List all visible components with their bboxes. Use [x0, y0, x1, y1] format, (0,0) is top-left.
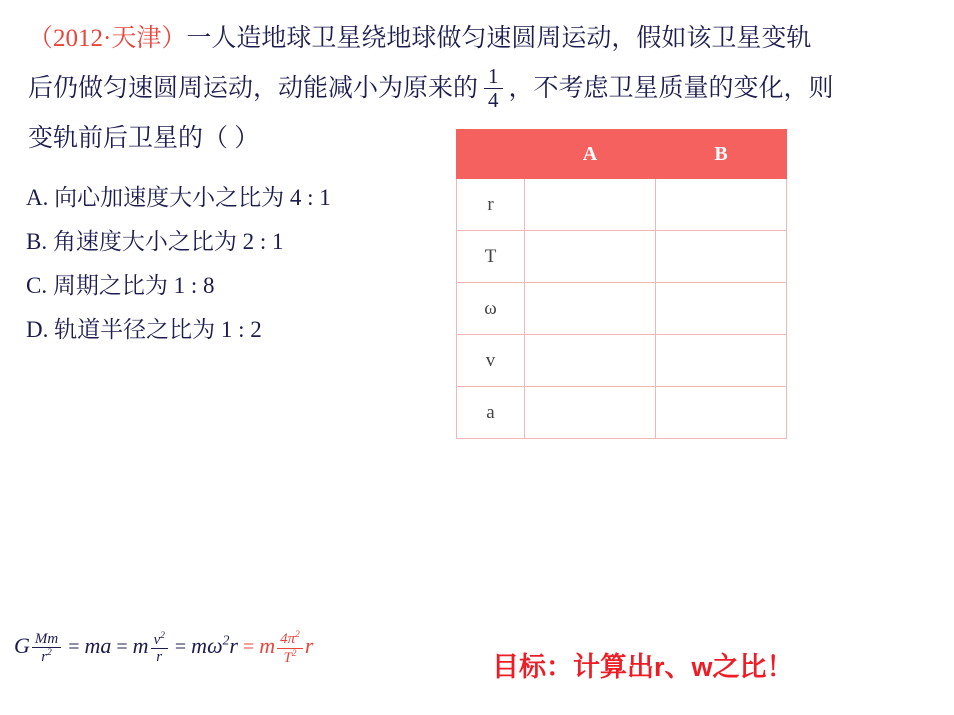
- table-row-label-v: v: [457, 335, 525, 387]
- question-text-part3: 变轨前后卫星的（ ）: [28, 125, 260, 152]
- table-row-label-a: a: [457, 387, 525, 439]
- table-row: [457, 179, 787, 231]
- formula-r-final: r: [304, 633, 314, 659]
- question-text-part1: 一人造地球卫星绕地球做匀速圆周运动，假如该卫星变轨: [186, 25, 812, 52]
- formula-equals-1: =: [68, 636, 80, 659]
- table-cell-r-a[interactable]: [525, 179, 656, 231]
- formula-m-3: m: [259, 633, 276, 659]
- table-row: [457, 335, 787, 387]
- comparison-table-wrapper: [456, 129, 786, 439]
- option-b-label: B.: [26, 229, 48, 254]
- table-cell-omega-a[interactable]: [525, 283, 656, 335]
- table-row: [457, 283, 787, 335]
- formula-v-squared: $v^2$: [153, 630, 165, 648]
- option-d[interactable]: [26, 308, 446, 352]
- formula-m-1: m: [132, 633, 149, 659]
- options-list: [26, 176, 446, 352]
- option-c-text: 周期之比为 1 : 8: [52, 273, 215, 298]
- question-text-part2b: ，不考虑卫星质量的变化，则: [508, 75, 834, 102]
- option-c[interactable]: [26, 264, 446, 308]
- formula-t-squared: $T^2$: [277, 648, 303, 667]
- formula-equals-4: =: [242, 636, 255, 659]
- fraction-numerator: 1: [488, 64, 499, 89]
- option-d-label: D.: [26, 317, 49, 342]
- goal-annotation: 目标：计算出r、w之比！: [492, 652, 794, 682]
- question-source-tag: （2012·天津）: [28, 25, 187, 52]
- fraction-one-quarter: [484, 65, 503, 111]
- table-header-corner: [457, 130, 525, 179]
- formula-r-squared: $r^2$: [32, 647, 61, 666]
- table-cell-r-b[interactable]: [656, 179, 787, 231]
- table-row-label-r: r: [457, 179, 525, 231]
- option-a[interactable]: [26, 176, 446, 220]
- formula-equals-2: =: [116, 636, 128, 659]
- table-row: [457, 231, 787, 283]
- formula-omega-squared: $\omega^2$: [207, 632, 230, 659]
- formula-equals-3: =: [174, 636, 187, 659]
- table-cell-omega-b[interactable]: [656, 283, 787, 335]
- formula-frac-mm-r2: [32, 631, 61, 667]
- table-header-b: B: [656, 130, 787, 179]
- option-b-text: 角速度大小之比为 2 : 1: [52, 229, 284, 254]
- table-row: [457, 387, 787, 439]
- table-header-row: [457, 130, 787, 179]
- question-text-part2a: 后仍做匀速圆周运动，动能减小为原来的: [28, 75, 479, 102]
- table-row-label-omega: ω: [457, 283, 525, 335]
- table-row-label-t: T: [457, 231, 525, 283]
- formula-r-denom: r: [151, 648, 168, 666]
- table-cell-v-b[interactable]: [656, 335, 787, 387]
- option-d-text: 轨道半径之比为 1 : 2: [54, 317, 262, 342]
- comparison-table: [456, 129, 787, 439]
- formula-mm: Mm: [34, 630, 59, 647]
- formula-m-2: m: [191, 633, 208, 659]
- fraction-denominator: 4: [484, 88, 503, 112]
- table-cell-t-b[interactable]: [656, 231, 787, 283]
- formula-four-pi-squared: $4\pi^2$: [280, 630, 300, 647]
- table-cell-t-a[interactable]: [525, 231, 656, 283]
- table-header-a: A: [525, 130, 656, 179]
- option-a-text: 向心加速度大小之比为 4 : 1: [54, 185, 331, 210]
- option-b[interactable]: [26, 220, 446, 264]
- formula-symbol-g: G: [14, 633, 30, 659]
- formula-ma: ma: [84, 633, 112, 659]
- formula-frac-4pi2-t2: [277, 630, 303, 667]
- table-cell-v-a[interactable]: [525, 335, 656, 387]
- formula-frac-v2-r: [151, 631, 168, 667]
- table-cell-a-a[interactable]: [525, 387, 656, 439]
- formula-r-tail: r: [229, 633, 238, 659]
- option-a-label: A.: [26, 185, 49, 210]
- table-cell-a-b[interactable]: [656, 387, 787, 439]
- physics-formula: [14, 630, 313, 667]
- option-c-label: C.: [26, 273, 48, 298]
